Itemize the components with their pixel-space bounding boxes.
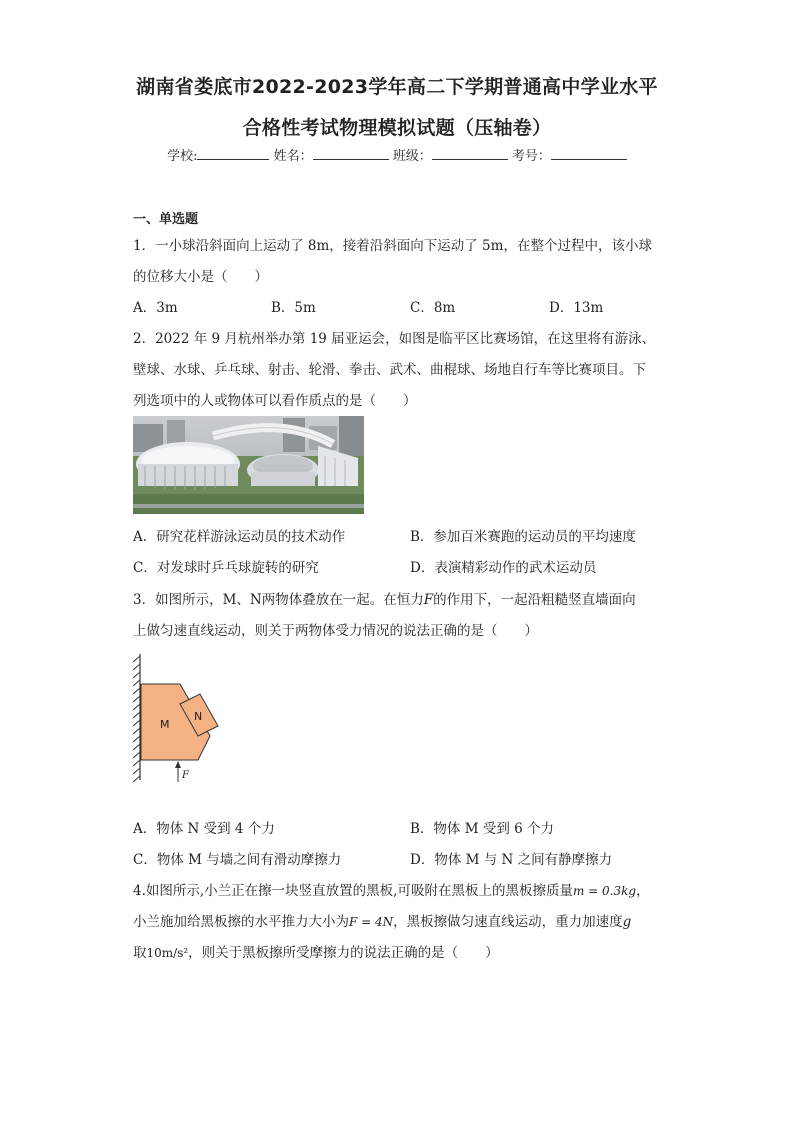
q4-mass-expr: m = 0.3kg: [572, 884, 637, 898]
class-blank[interactable]: [432, 147, 508, 160]
school-blank[interactable]: [197, 147, 269, 160]
q3-option-a: A．物体 N 受到 4 个力: [133, 821, 275, 837]
q4-line-3-post: ，则关于黑板擦所受摩擦力的说法正确的是（ ）: [188, 945, 499, 961]
q3-line-1-pre: 3．如图所示，M、N两物体叠放在一起。在恒力: [133, 592, 424, 608]
q4-g-value: 10m/s²: [146, 946, 189, 960]
q4-force-expr: F = 4N: [349, 915, 394, 929]
q4-line-2-pre: 小兰施加给黑板擦的水平推力大小为: [133, 914, 349, 930]
q1-option-d: D．13m: [549, 300, 604, 316]
q2-option-b: B．参加百米赛跑的运动员的平均速度: [410, 529, 636, 545]
q3-option-d: D．物体 M 与 N 之间有静摩擦力: [410, 852, 613, 868]
q2-option-d: D．表演精彩动作的武术运动员: [410, 560, 597, 576]
name-label: 姓名：: [273, 149, 313, 164]
name-blank[interactable]: [313, 147, 389, 160]
q3-option-c: C．物体 M 与墙之间有滑动摩擦力: [133, 852, 342, 868]
block-diagram: [128, 652, 228, 787]
student-info-row: [0, 145, 794, 164]
q2-line-1: 2．2022 年 9 月杭州举办第 19 届亚运会，如图是临平区比赛场馆，在这里将有游泳、: [133, 331, 656, 347]
q4-g-var: g: [622, 914, 632, 930]
q4-line-3-pre: 取: [133, 945, 147, 961]
q3-line-1: [133, 588, 636, 608]
school-label: 学校:: [167, 149, 198, 164]
q4-line-1: [133, 879, 650, 899]
q3-line-1-post: 的作用下，一起沿粗糙竖直墙面向: [433, 592, 636, 608]
q1-line-2: 的位移大小是（ ）: [133, 269, 268, 285]
class-label: 班级：: [392, 149, 432, 164]
q2-line-2: 壁球、水球、乒乓球、射击、轮滑、拳击、武术、曲棍球、场地自行车等比赛项目。下: [133, 362, 646, 378]
q4-line-1-pre: 4.如图所示,小兰正在擦一块竖直放置的黑板,可吸附在黑板上的黑板擦质量: [133, 883, 573, 899]
id-blank[interactable]: [551, 147, 627, 160]
q4-line-2-post: ，黑板擦做匀速直线运动，重力加速度: [393, 914, 623, 930]
page-title-line-1: 湖南省娄底市2022-2023学年高二下学期普通高中学业水平: [136, 76, 658, 98]
q2-option-a: A．研究花样游泳运动员的技术动作: [133, 529, 346, 545]
id-label: 考号：: [511, 149, 551, 164]
q3-force-var: F: [423, 592, 434, 608]
q3-line-2: 上做匀速直线运动，则关于两物体受力情况的说法正确的是（ ）: [133, 623, 538, 639]
section-title: 一、单选题: [133, 212, 199, 227]
q1-option-b: B．5m: [271, 300, 316, 316]
q3-option-b: B．物体 M 受到 6 个力: [410, 821, 554, 837]
stadium-photo: [133, 416, 364, 514]
page-title-line-2: 合格性考试物理模拟试题（压轴卷）: [242, 117, 552, 139]
q4-line-1-post: ，: [636, 883, 650, 899]
label-m: M: [160, 718, 170, 731]
label-n: N: [194, 710, 203, 723]
q1-option-c: C．8m: [410, 300, 456, 316]
q1-line-1: 1．一小球沿斜面向上运动了 8m，接着沿斜面向下运动了 5m，在整个过程中，该小球: [133, 238, 652, 254]
q4-line-3: [133, 941, 499, 961]
q1-option-a: A．3m: [133, 300, 178, 316]
q2-line-3: 列选项中的人或物体可以看作质点的是（ ）: [133, 393, 417, 409]
label-f: F: [182, 770, 189, 781]
q2-option-c: C．对发球时乒乓球旋转的研究: [133, 560, 319, 576]
q4-line-2: [133, 910, 631, 930]
